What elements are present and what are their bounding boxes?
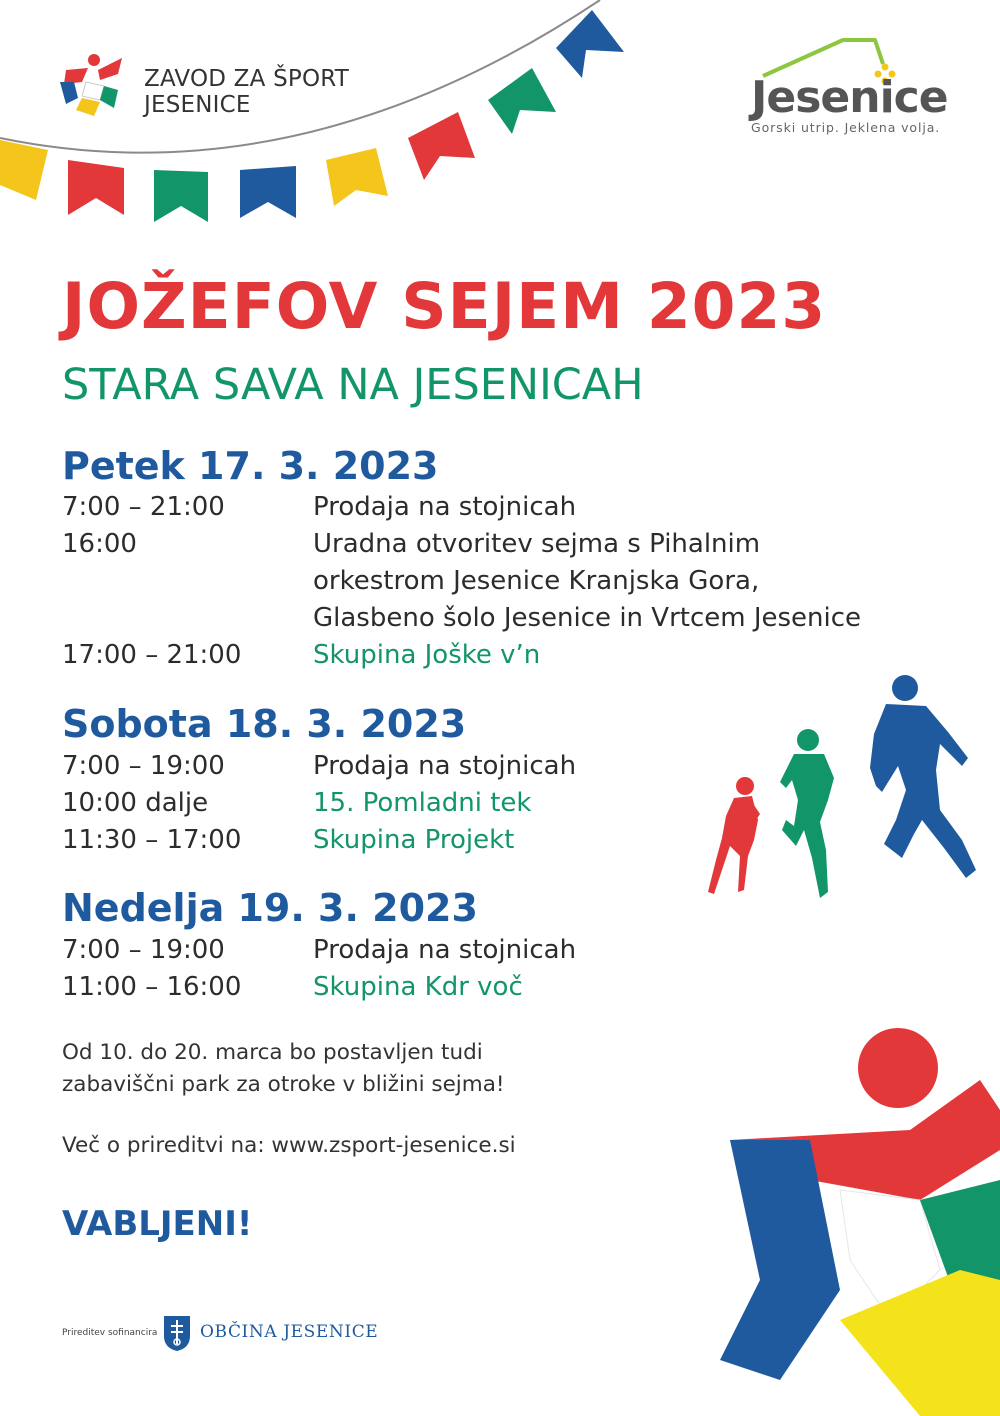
jesenice-tagline: Gorski utrip. Jeklena volja. — [751, 120, 941, 135]
schedule-event-highlight: Skupina Kdr voč — [313, 972, 523, 1002]
schedule-time: 16:00 — [62, 529, 137, 559]
event-title: JOŽEFOV SEJEM 2023 — [62, 270, 827, 343]
schedule-time: 11:00 – 16:00 — [62, 972, 242, 1002]
zavod-name-line2: JESENICE — [144, 92, 251, 118]
zavod-name-line1: ZAVOD ZA ŠPORT — [144, 66, 350, 92]
schedule-time: 7:00 – 19:00 — [62, 751, 225, 781]
schedule-event: Prodaja na stojnicah — [313, 935, 577, 965]
obcina-jesenice-wordmark: OBČINA JESENICE — [200, 1322, 379, 1342]
running-figure-graphic-icon — [720, 1020, 1000, 1416]
schedule-time: 17:00 – 21:00 — [62, 640, 242, 670]
schedule-event: Prodaja na stojnicah — [313, 751, 577, 781]
closing-invitation: VABLJENI! — [62, 1204, 253, 1244]
schedule-event-highlight: Skupina Projekt — [313, 825, 515, 855]
schedule-event: Prodaja na stojnicah — [313, 492, 577, 522]
day-heading-saturday: Sobota 18. 3. 2023 — [62, 702, 467, 746]
more-info-link[interactable]: Več o prireditvi na: www.zsport-jesenice.si — [62, 1133, 516, 1158]
event-location: STARA SAVA NA JESENICAH — [62, 360, 644, 410]
jesenice-wordmark: Jesenice — [751, 72, 948, 123]
day-heading-sunday: Nedelja 19. 3. 2023 — [62, 886, 478, 930]
day-heading-friday: Petek 17. 3. 2023 — [62, 444, 439, 488]
schedule-time: 7:00 – 21:00 — [62, 492, 225, 522]
runners-silhouette-icon — [700, 670, 990, 910]
schedule-time: 10:00 dalje — [62, 788, 209, 818]
schedule-event-highlight: Skupina Joške v’n — [313, 640, 541, 670]
schedule-time: 11:30 – 17:00 — [62, 825, 242, 855]
amusement-park-note: Od 10. do 20. marca bo postavljen tudi — [62, 1040, 483, 1065]
schedule-event: Glasbeno šolo Jesenice in Vrtcem Jesenice — [313, 603, 862, 633]
schedule-event: Uradna otvoritev sejma s Pihalnim — [313, 529, 761, 559]
zavod-logo-icon — [60, 52, 126, 118]
zavod-logo — [60, 52, 390, 122]
jesenice-logo — [745, 34, 955, 144]
obcina-crest-icon — [162, 1314, 192, 1352]
schedule-time: 7:00 – 19:00 — [62, 935, 225, 965]
amusement-park-note: zabaviščni park za otroke v bližini sejma! — [62, 1072, 505, 1097]
schedule-event: orkestrom Jesenice Kranjska Gora, — [313, 566, 760, 596]
schedule-event-highlight: 15. Pomladni tek — [313, 788, 532, 818]
cofinanced-label: Prireditev sofinancira — [62, 1328, 158, 1338]
